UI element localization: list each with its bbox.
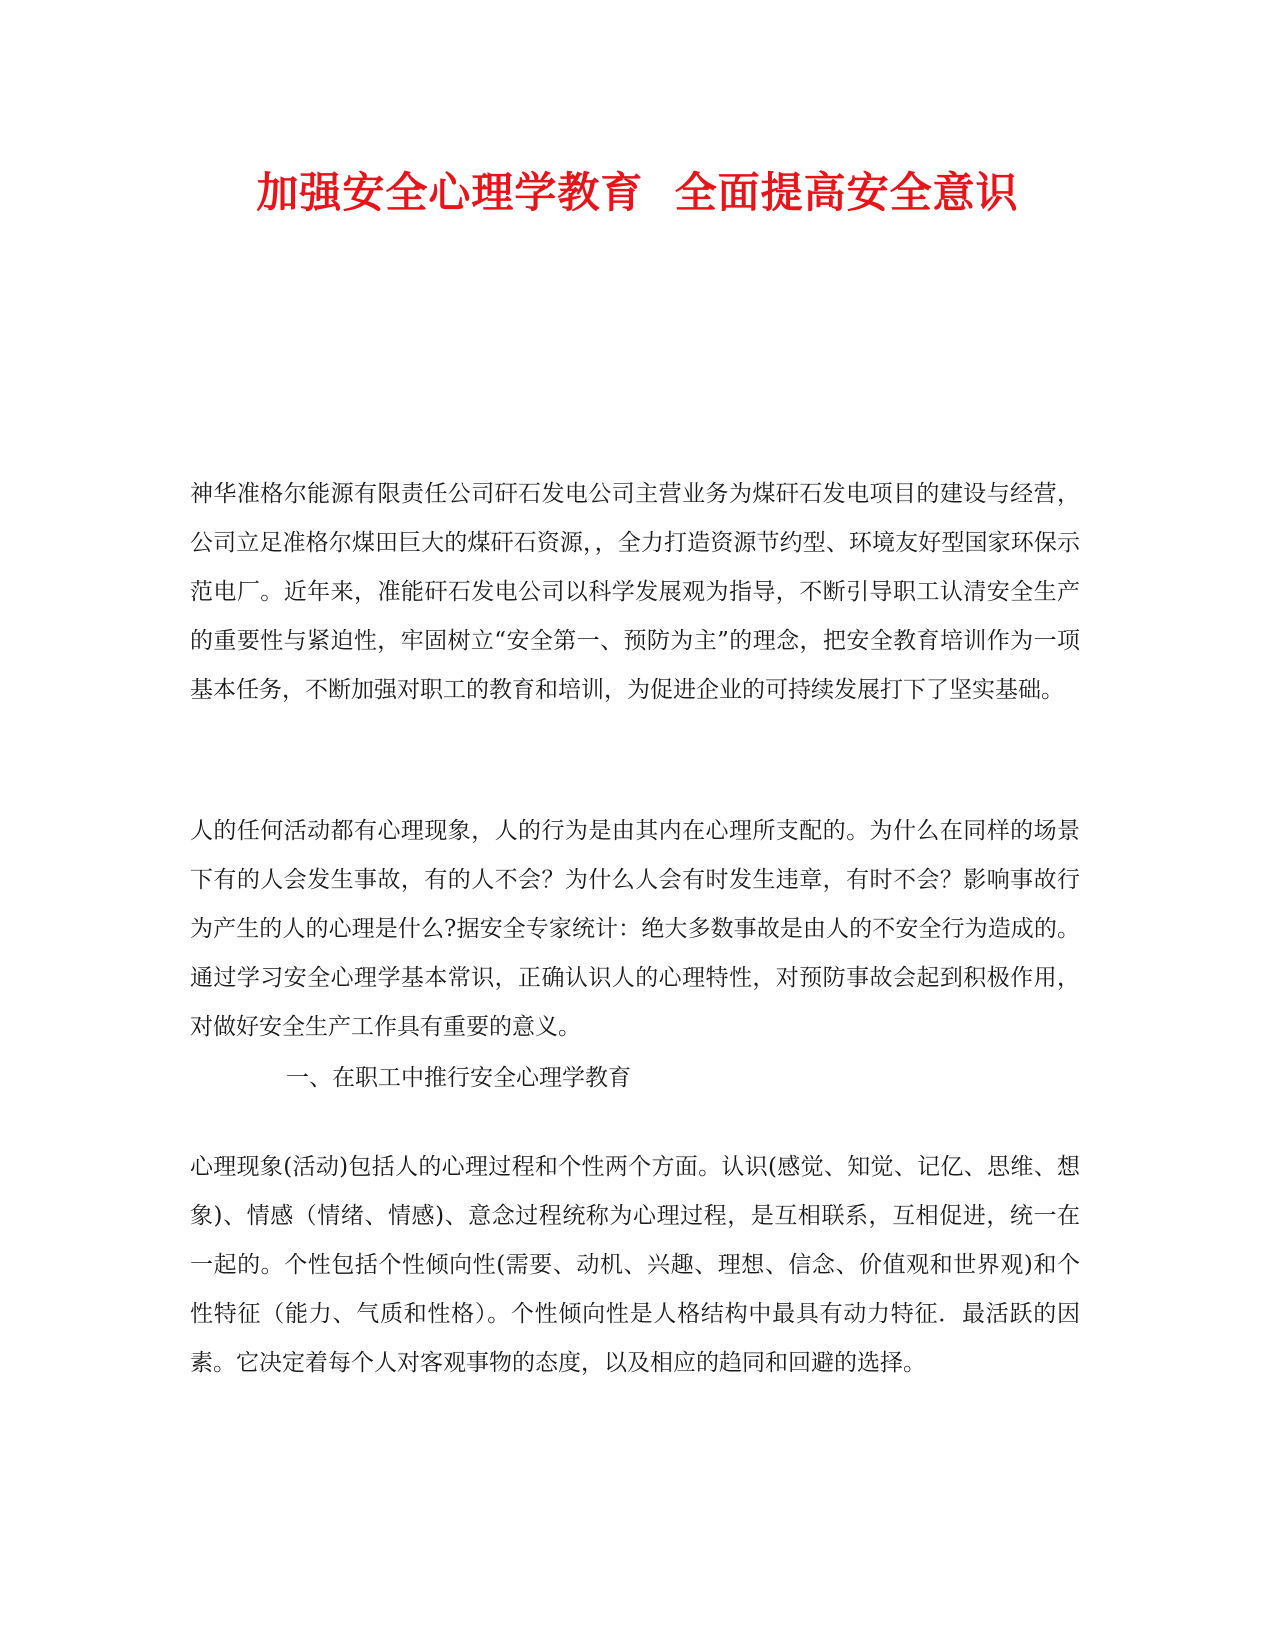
paragraph-intro: 神华准格尔能源有限责任公司矸石发电公司主营业务为煤矸石发电项目的建设与经营，公司立足准格尔煤田巨大的煤矸石资源，，全力打造资源节约型、环境友好型国家环保示范电厂。近年来，准能矸石发电公司以科学发展观为指导，不断引导职工认清安全生产的重要性与紧迫性，牢固树立“安全第一、预防为主”的理念，把安全教育培训作为一项基本任务，不断加强对职工的教育和培训，为促进企业的可持续发展打下了坚实基础。 bbox=[190, 481, 1080, 703]
section-heading: 一、在职工中推行安全心理学教育 bbox=[286, 1065, 631, 1091]
document-title: 加强安全心理学教育 全面提高安全意识 bbox=[256, 168, 1019, 217]
paragraph-psychology: 人的任何活动都有心理现象，人的行为是由其内在心理所支配的。为什么在同样的场景下有的人会发生事故，有的人不会？为什么人会有时发生违章，有时不会？影响事故行为产生的人的心理是什么?据安全专家统计：绝大多数事故是由人的不安全行为造成的。通过学习安全心理学基本常识，正确认识人的心理特性，对预防事故会起到积极作用，对做好安全生产工作具有重要的意义。 bbox=[190, 818, 1080, 1040]
paragraph-mental-phenomena: 心理现象(活动)包括人的心理过程和个性两个方面。认识(感觉、知觉、记亿、思维、想象)、情感（情绪、情感)、意念过程统称为心理过程，是互相联系，互相促进，统一在一起的。个性包括个性倾向性(需要、动机、兴趣、理想、信念、价值观和世界观)和个性特征（能力、气质和性格）。个性倾向性是人格结构中最具有动力特征．最活跃的因素。它决定着每个人对客观事物的态度，以及相应的趋同和回避的选择。 bbox=[190, 1154, 1080, 1376]
